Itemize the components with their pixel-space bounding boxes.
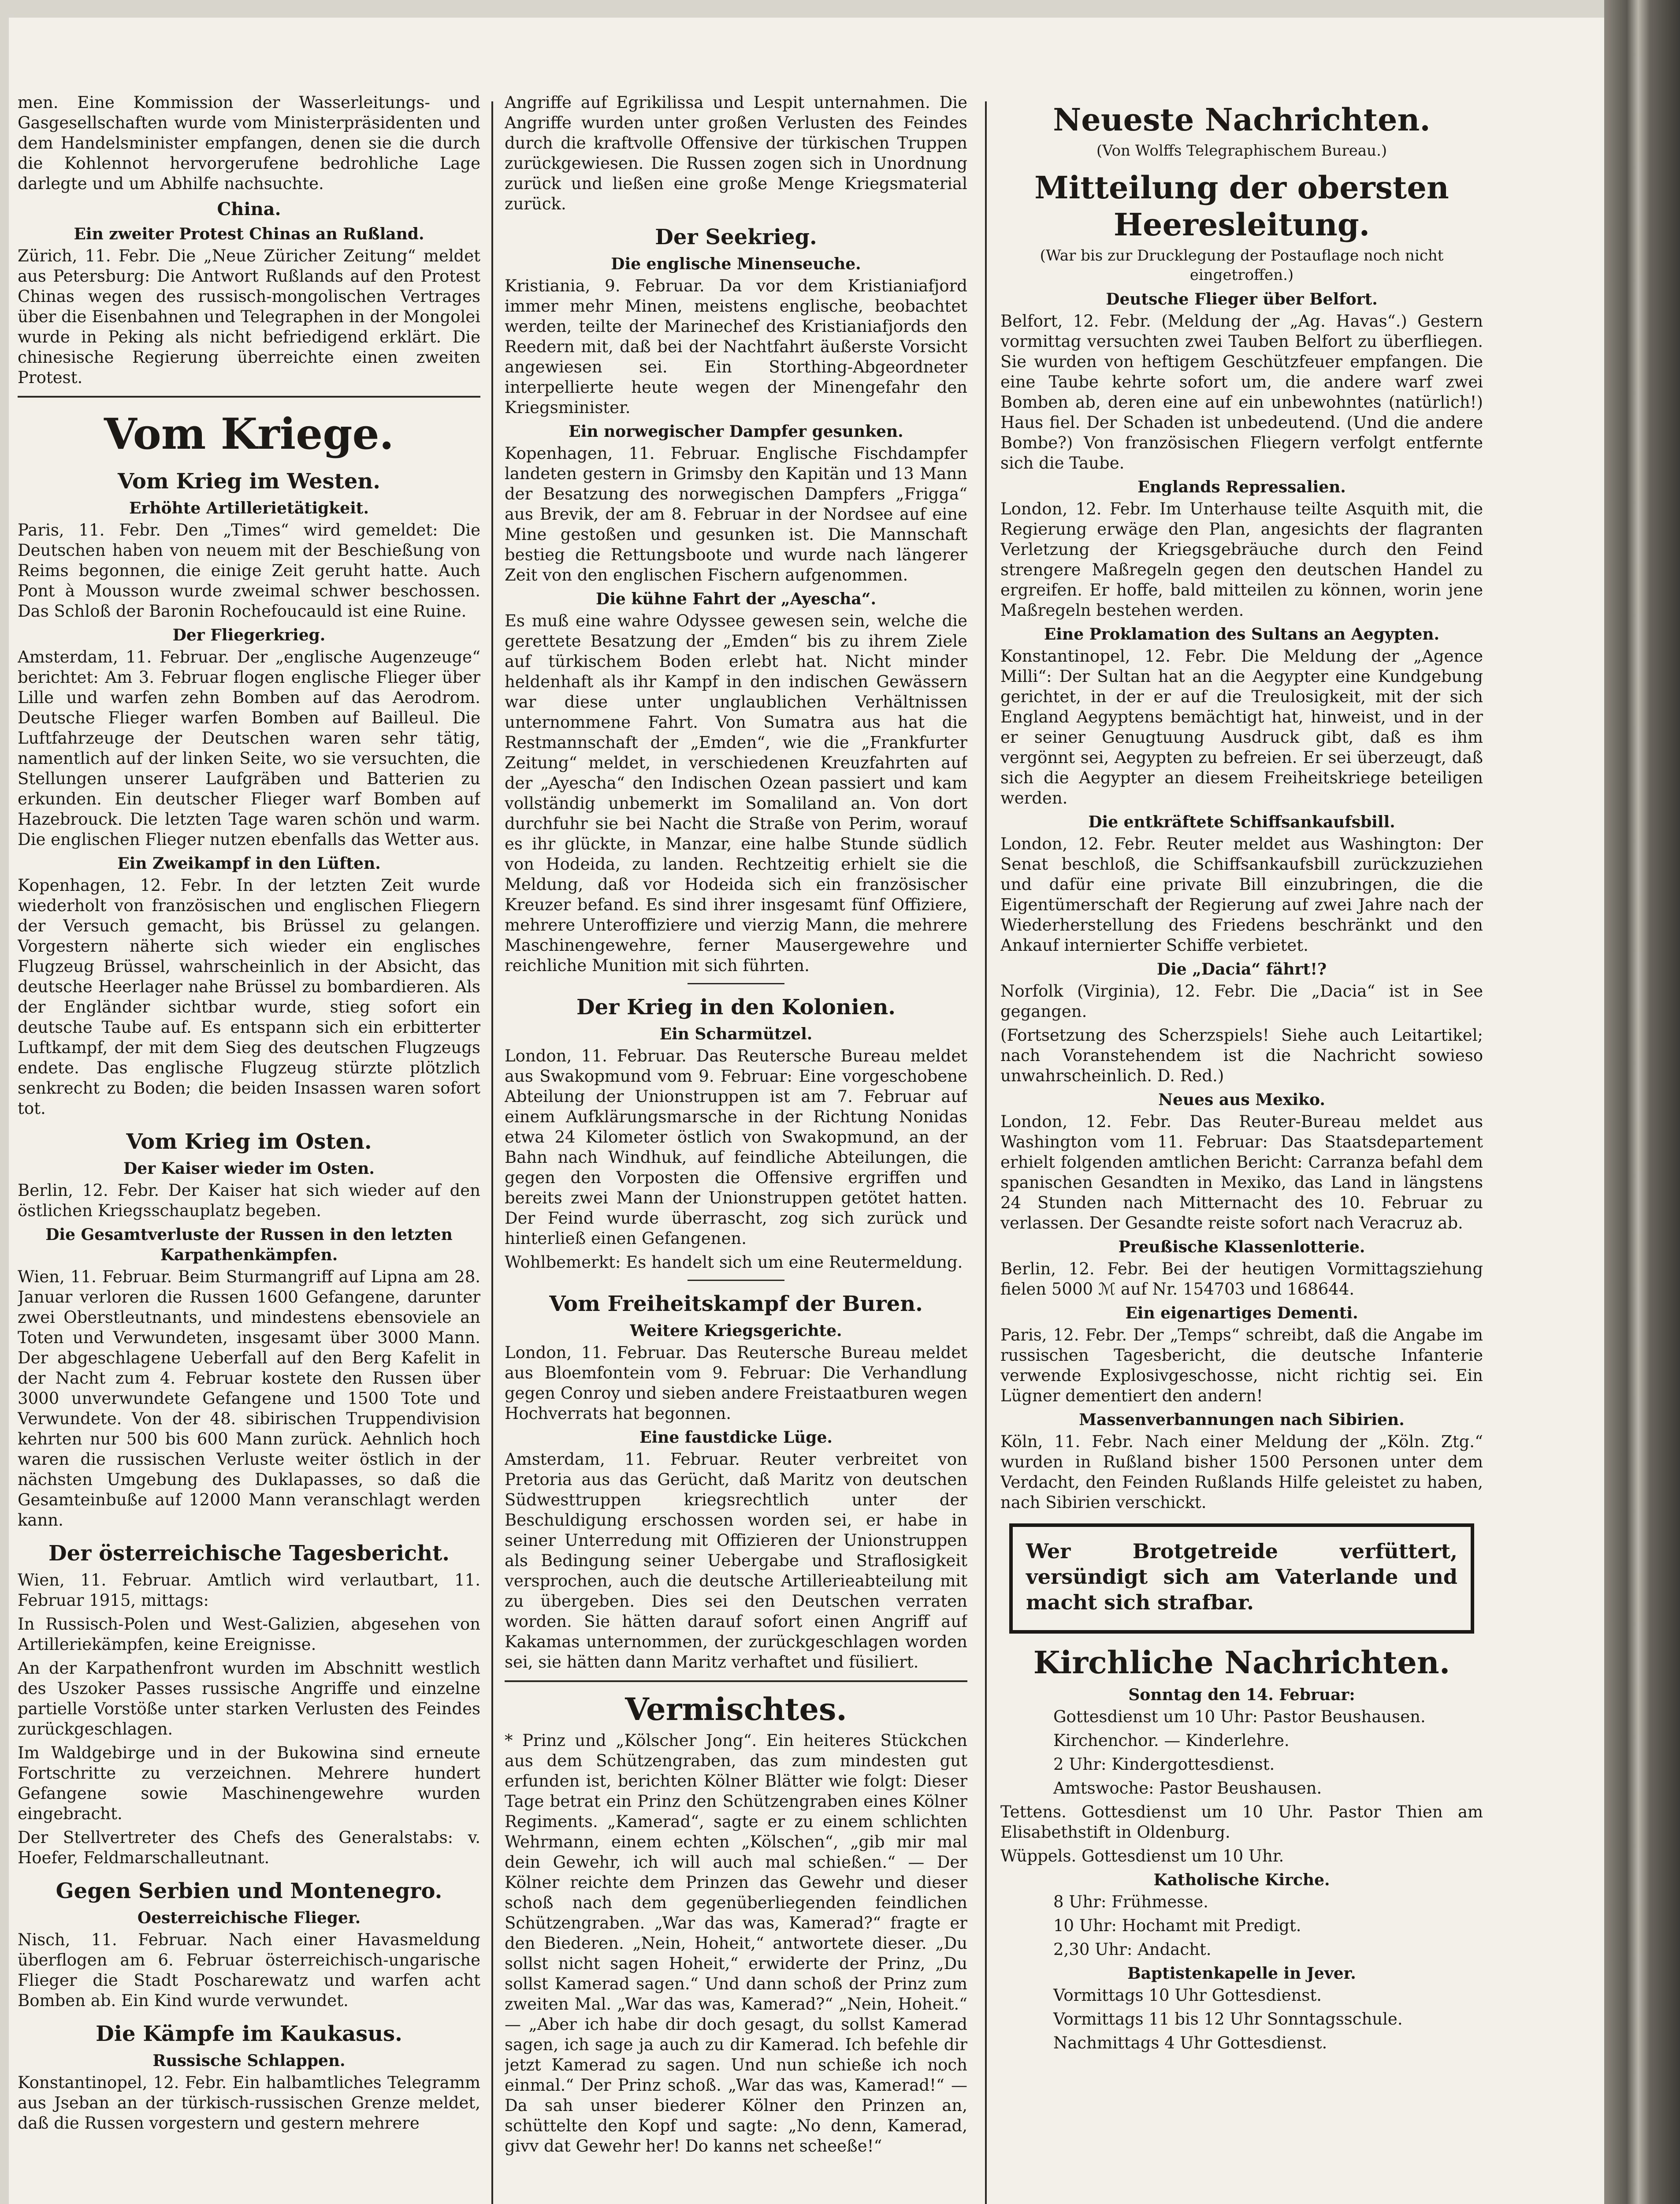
section-heading: Der Krieg in den Kolonien. — [576, 995, 896, 1020]
article-heading: Neues aus Mexiko. — [1158, 1091, 1325, 1109]
notice-text: Wer Brotgetreide verfüttert, versündigt sich am Vaterlande und macht sich strafbar. — [1026, 1539, 1457, 1614]
article-heading: Deutsche Flieger über Belfort. — [1106, 290, 1378, 309]
listing-line: Amtswoche: Pastor Beushausen. — [1053, 1779, 1322, 1798]
section-heading: Vom Krieg im Osten. — [126, 1129, 372, 1154]
article-heading: Die kühne Fahrt der „Ayescha“. — [596, 590, 876, 608]
column-left — [18, 93, 480, 2204]
column-right — [1000, 93, 1483, 2204]
listing-line: 10 Uhr: Hochamt mit Predigt. — [1053, 1916, 1301, 1935]
article-text: Im Waldgebirge und in der Bukowina sind erneute Fortschritte zu verzeichnen. Mehrere hundert Gefangene sowie Maschinengewehre wurden eingebracht. — [18, 1743, 480, 1823]
article-text: Paris, 12. Febr. Der „Temps“ schreibt, daß die Angabe im russischen Tagesbericht, die deutsche Infanterie verwende Explosivgeschosse, nicht richtig sei. Ein Lügner dementiert den andern! — [1000, 1325, 1483, 1405]
section-subtitle: (War bis zur Drucklegung der Postauflage noch nicht eingetroffen.) — [1040, 247, 1444, 284]
listing-line: Vormittags 10 Uhr Gottesdienst. — [1053, 1986, 1322, 2005]
article-heading: Die englische Minenseuche. — [611, 255, 861, 273]
article-heading: Katholische Kirche. — [1153, 1871, 1330, 1889]
article-text: Kopenhagen, 11. Februar. Englische Fischdampfer landeten gestern in Grimsby den Kapitän und 13 Mann der Besatzung des norwegischen Dampfers „Frigga“ aus Brevik, der am 8. Februar in der Nordsee auf eine Mine gestoßen und gesunken ist. Die Mannschaft bestieg die Rettungsboote und wurde nach längerer Zeit von den englischen Fischern aufgenommen. — [505, 444, 967, 585]
section-subtitle: (Von Wolffs Telegraphischem Bureau.) — [1096, 142, 1387, 160]
article-text: London, 12. Febr. Im Unterhause teilte Asquith mit, die Regierung erwäge den Plan, angesichts der flagranten Verletzung der Kriegsgebräuche durch den Feind strengere Maßregeln gegen den deutschen Handel zu ergreifen. Er hoffe, bald mitteilen zu können, worin jene Maßregeln bestehen werden. — [1000, 499, 1483, 620]
article-text: Wien, 11. Februar. Amtlich wird verlautbart, 11. Februar 1915, mittags: — [18, 1571, 480, 1610]
article-text: London, 12. Febr. Das Reuter-Bureau meldet aus Washington vom 11. Februar: Das Staatsdepartement erhielt folgenden amtlichen Bericht: Carranza befahl dem spanischen Gesandten in Mexiko, das Land in längstens 24 Stunden nach Mitternacht des 10. Februar zu verlassen. Der Gesandte reiste sofort nach Veracruz ab. — [1000, 1112, 1483, 1232]
listing-line: Nachmittags 4 Uhr Gottesdienst. — [1053, 2033, 1327, 2052]
article-heading: Die Gesamtverluste der Russen in den letzten Karpathenkämpfen. — [45, 1225, 453, 1264]
article-text: London, 12. Febr. Reuter meldet aus Washington: Der Senat beschloß, die Schiffsankaufsbill zurückzuziehen und dafür eine private Bill einzubringen, die die Eigentümerschaft der Regierung auf zwei Jahre nach der Wiederherstellung des Friedens beschränkt und den Ankauf internierter Schiffe verbietet. — [1000, 834, 1483, 955]
section-heading: Vom Freiheitskampf der Buren. — [549, 1292, 923, 1316]
article-heading: Russische Schlappen. — [152, 2051, 346, 2070]
section-title: Mitteilung der obersten Heeresleitung. — [1034, 169, 1449, 243]
listing-line: Wüppels. Gottesdienst um 10 Uhr. — [1000, 1847, 1284, 1865]
article-heading: Ein eigenartiges Dementi. — [1125, 1304, 1358, 1322]
article-text: * Prinz und „Kölscher Jong“. Ein heiteres Stückchen aus dem Schützengraben, das zum mindesten gut erfunden ist, berichten Kölner Blätter wie folgt: Dieser Tage betrat ein Prinz den Schützengraben eines Kölner Regiments. „Kamerad“, sagte er zu einem schlichten Wehrmann, einem echten „Kölschen“, „gib mir mal dein Gewehr, ich will auch mal schießen.“ — Der Kölner reichte dem Prinzen das Gewehr und dieser schoß nach dem gegenüberliegenden feindlichen Schützengraben. „War das was, Kamerad?“ fragte er den Biederen. „Nein, Hoheit,“ antwortete dieser. „Du sollst nicht sagen Hoheit,“ erwiderte der Prinz, „Du sollst Kamerad sagen.“ Und dann schoß der Prinz zum zweiten Mal. „War das was, Kamerad?“ „Nein, Hoheit.“ — „Aber ich habe dir doch gesagt, du sollst Kamerad sagen, ich sage ja auch zu dir Kamerad. Ich befehle dir jetzt Kamerad zu sagen. Und nun schieße ich noch einmal.“ Der Prinz schoß. „War das was, Kamerad!“ — Da sah unser biederer Kölner den Prinzen an, schüttelte den Kopf und sagte: „No denn, Kamerad, givv dat Gewehr her! Do kanns net scheeße!“ — [505, 1731, 967, 2156]
section-title: Neueste Nachrichten. — [1053, 101, 1431, 138]
listing-line: Tettens. Gottesdienst um 10 Uhr. Pastor Thien am Elisabethstift in Oldenburg. — [1000, 1802, 1483, 1842]
article-text: Es muß eine wahre Odyssee gewesen sein, welche die gerettete Besatzung der „Emden“ bis zu ihrem Ziele auf türkischem Boden erlebt hat. Nicht minder heldenhaft als ihr Kampf in den indischen Gewässern war diese unter unglaublichen Verhältnissen unternommene Fahrt. Von Sumatra aus hat die Restmannschaft der „Emden“, wie die „Frankfurter Zeitung“ meldet, in verschiedenen Kreuzfahrten auf der „Ayescha“ den Indischen Ozean passiert und kam vollständig unbemerkt im Somaliland an. Von dort durchfuhr sie bei Nacht die Straße von Perim, worauf es ihr glückte, in Manzar, eine halbe Stunde südlich von Hodeida, zu landen. Rechtzeitig erhielt sie die Meldung, daß vor Hodeida sich ein französischer Kreuzer befand. Es sind ihrer insgesamt fünf Offiziere, mehrere Unteroffiziere und vierzig Mann, die mehrere Maschinengewehre, ferner Mausergewehre und reichliche Munition mit sich führten. — [505, 611, 967, 975]
newspaper-page — [9, 18, 1604, 2204]
listing-line: Kirchenchor. — Kinderlehre. — [1053, 1731, 1290, 1750]
column-divider — [491, 101, 493, 2204]
article-heading: Sonntag den 14. Februar: — [1128, 1686, 1355, 1704]
article-heading: Eine faustdicke Lüge. — [639, 1428, 833, 1447]
listing-line: 2 Uhr: Kindergottesdienst. — [1053, 1755, 1275, 1774]
section-heading: Gegen Serbien und Montenegro. — [56, 1879, 442, 1903]
article-text: men. Eine Kommission der Wasserleitungs- und Gasgesellschaften wurde vom Ministerpräsidenten und dem Handelsminister empfangen, denen sie die durch die Kohlennot hervorgerufene bedrohliche Lage darlegte und um Abhilfe nachsuchte. — [18, 93, 480, 193]
listing-line: 2,30 Uhr: Andacht. — [1053, 1940, 1212, 1959]
article-heading: Preußische Klassenlotterie. — [1118, 1238, 1365, 1256]
article-text: Wohlbemerkt: Es handelt sich um eine Reutermeldung. — [505, 1253, 963, 1272]
article-text: Wien, 11. Februar. Beim Sturmangriff auf Lipna am 28. Januar verloren die Russen 1600 Gefangene, darunter zwei Oberstleutnants, und mindestens ebensoviele an Toten und Verwundeten, insgesamt über 3000 Mann. Der abgeschlagene Ueberfall auf den Berg Kafelit in der Nacht zum 4. Februar kostete den Russen über 3000 unverwundete Gefangene und 1500 Tote und Verwundete. Von der 48. sibirischen Truppendivision kehrten nur 500 bis 600 Mann zurück. Aehnlich hoch waren die russischen Verluste weiter östlich in der nächsten Umgebung des Duklapasses, so daß die Gesamteinbuße auf 12000 Mann veranschlagt werden kann. — [18, 1267, 480, 1530]
divider — [505, 1680, 967, 1682]
boxed-notice — [1009, 1523, 1474, 1634]
article-heading: Die entkräftete Schiffsankaufsbill. — [1088, 813, 1395, 831]
article-text: Nisch, 11. Februar. Nach einer Havasmeldung überflogen am 6. Februar österreichisch-ungarische Flieger die Stadt Poscharewatz und warfen acht Bomben ab. Ein Kind wurde verwundet. — [18, 1930, 480, 2010]
section-title: Kirchliche Nachrichten. — [1033, 1644, 1450, 1681]
article-text: Paris, 11. Febr. Den „Times“ wird gemeldet: Die Deutschen haben von neuem mit der Beschießung von Reims begonnen, die einige Zeit geruht hatte. Auch Pont à Mousson wurde zweimal schwer beschossen. Das Schloß der Baronin Rochefoucauld ist eine Ruine. — [18, 521, 480, 621]
column-middle — [505, 93, 967, 2204]
article-text: Amsterdam, 11. Februar. Reuter verbreitet von Pretoria aus das Gerücht, daß Maritz von deutschen Südwesttruppen kriegsrechtlich unter der Beschuldigung erschossen worden sei, er habe in seiner Unterredung mit Offizieren der Unionstruppen als Bedingung seiner Uebergabe und Straflosigkeit versprochen, auch die deutsche Artillerieabteilung mit zu übergeben. Dies sei den Deutschen verraten worden. Sie hätten darauf sofort einen Angriff auf Kakamas unternommen, der zurückgeschlagen worden sei, sie hätten dann Maritz verhaftet und füsiliert. — [505, 1450, 967, 1672]
article-heading: Eine Proklamation des Sultans an Aegypten. — [1044, 625, 1440, 644]
short-divider — [688, 1280, 784, 1281]
article-text: Der Stellvertreter des Chefs des Generalstabs: v. Hoefer, Feldmarschalleutnant. — [18, 1828, 480, 1867]
article-text: London, 11. Februar. Das Reutersche Bureau meldet aus Swakopmund vom 9. Februar: Eine vorgeschobene Abteilung der Unionstruppen ist am 7. Februar auf einem Aufklärungsmarsche in der Richtung Nonidas etwa 24 Kilometer östlich von Swakopmund, an der Bahn nach Windhuk, auf feindliche Abteilungen, die gegen den Vorposten die Offensive ergriffen und bereits zwei Mann der Unionstruppen getötet hatten. Der Feind wurde überrascht, zog sich zurück und hinterließ einen Gefangenen. — [505, 1046, 967, 1248]
divider — [18, 396, 480, 398]
article-text: Amsterdam, 11. Februar. Der „englische Augenzeuge“ berichtet: Am 3. Februar flogen englische Flieger über Lille und warfen zehn Bomben auf das Aerodrom. Deutsche Flieger warfen Bomben auf Bailleul. Die Luftfahrzeuge der Deutschen waren sehr tätig, namentlich auf der linken Seite, wo sie versuchten, die Stellungen unserer Laufgräben und Batterien zu erkunden. Ein deutscher Flieger warf Bomben auf Hazebrouck. Die letzten Tage waren schön und warm. Die englischen Flieger nutzen ebenfalls das Wetter aus. — [18, 648, 480, 849]
article-heading: Ein norwegischer Dampfer gesunken. — [569, 422, 903, 441]
article-heading: Weitere Kriegsgerichte. — [630, 1322, 842, 1340]
article-text: An der Karpathenfront wurden im Abschnitt westlich des Uszoker Passes russische Angriffe und einzelne partielle Vorstöße unter starken Verlusten des Feindes zurückgeschlagen. — [18, 1659, 480, 1739]
article-text: Zürich, 11. Febr. Die „Neue Züricher Zeitung“ meldet aus Petersburg: Die Antwort Rußlands auf den Protest Chinas wegen des russisch-mongolischen Vertrages über die Eisenbahnen und Telegraphen in der Mongolei wurde in Peking als nicht befriedigend erklärt. Die chinesische Regierung überreichte einen zweiten Protest. — [18, 246, 480, 387]
article-heading: Der Kaiser wieder im Osten. — [123, 1159, 375, 1178]
article-text: Köln, 11. Febr. Nach einer Meldung der „Köln. Ztg.“ wurden in Rußland bisher 1500 Personen unter dem Verdacht, den Feinden Rußlands Hilfe geleistet zu haben, nach Sibirien verschickt. — [1000, 1432, 1483, 1512]
article-heading: Ein Scharmützel. — [659, 1025, 813, 1043]
section-heading: Vom Krieg im Westen. — [117, 469, 380, 494]
article-heading: Baptistenkapelle in Jever. — [1127, 1964, 1356, 1983]
article-text: In Russisch-Polen und West-Galizien, abgesehen von Artilleriekämpfen, keine Ereignisse. — [18, 1615, 480, 1654]
article-heading: Die „Dacia“ fährt!? — [1156, 960, 1327, 979]
article-text: (Fortsetzung des Scherzspiels! Siehe auch Leitartikel; nach Voranstehendem ist die Nachricht sowieso unwahrscheinlich. D. Red.) — [1000, 1026, 1483, 1085]
article-heading: Der Fliegerkrieg. — [172, 626, 326, 644]
short-divider — [688, 983, 784, 984]
section-title: Vom Kriege. — [104, 409, 394, 459]
article-text: Norfolk (Virginia), 12. Febr. Die „Dacia“ ist in See gegangen. — [1000, 982, 1483, 1021]
article-heading: Englands Repressalien. — [1137, 478, 1346, 496]
article-text: Berlin, 12. Febr. Bei der heutigen Vormittagsziehung fielen 5000 ℳ auf Nr. 154703 und 168644. — [1000, 1259, 1483, 1299]
article-text: Konstantinopel, 12. Febr. Ein halbamtliches Telegramm aus Jseban an der türkisch-russischen Grenze meldet, daß die Russen vorgestern und gestern mehrere — [18, 2073, 480, 2133]
section-heading: Der österreichische Tagesbericht. — [48, 1541, 450, 1566]
book-binding-edge — [1604, 0, 1680, 2204]
article-heading: Ein Zweikampf in den Lüften. — [117, 854, 381, 873]
listing-line: Gottesdienst um 10 Uhr: Pastor Beushausen. — [1053, 1707, 1426, 1726]
article-heading: Erhöhte Artillerietätigkeit. — [129, 499, 369, 517]
article-heading: Oesterreichische Flieger. — [137, 1909, 361, 1927]
article-text: Angriffe auf Egrikilissa und Lespit unternahmen. Die Angriffe wurden unter großen Verlusten des Feindes durch die kraftvolle Offensive der türkischen Truppen zurückgewiesen. Die Russen zogen sich in Unordnung zurück und ließen eine große Menge Kriegsmaterial zurück. — [505, 93, 967, 213]
article-text: Kopenhagen, 12. Febr. In der letzten Zeit wurde wiederholt von französischen und englischen Fliegern der Versuch gemacht, bis Brüssel zu gelangen. Vorgestern näherte sich wieder ein englisches Flugzeug Brüssel, wahrscheinlich in der Absicht, das deutsche Heerlager nahe Brüssel zu bombardieren. Als der Engländer sichtbar wurde, stieg sofort ein deutsche Taube auf. Es entspann sich ein erbitterter Luftkampf, der mit dem Sieg des deutschen Flugzeugs endete. Das englische Flugzeug stürzte plötzlich senkrecht zu Boden; die beiden Insassen waren sofort tot. — [18, 876, 480, 1118]
article-text: Kristiania, 9. Februar. Da vor dem Kristianiafjord immer mehr Minen, meistens englische, beobachtet werden, teilte der Marinechef des Kristianiafjords den Reedern mit, daß bei der Nachtfahrt äußerste Vorsicht angewiesen sei. Ein Storthing-Abgeordneter interpellierte heute wegen der Minengefahr den Kriegsminister. — [505, 276, 967, 417]
article-text: Belfort, 12. Febr. (Meldung der „Ag. Havas“.) Gestern vormittag versuchten zwei Tauben Belfort zu überfliegen. Sie wurden von heftigem Geschützfeuer empfangen. Die eine Taube kehrte sofort um, die andere warf zwei Bomben ab, deren eine auf ein unbewohntes (natürlich!) Haus fiel. Der Schaden ist unbedeutend. (Und die andere Bombe?) Von französischen Fliegern verfolgt entfernte sich die Taube. — [1000, 312, 1483, 473]
article-heading: Massenverbannungen nach Sibirien. — [1079, 1411, 1405, 1429]
listing-line: 8 Uhr: Frühmesse. — [1053, 1892, 1208, 1911]
listing-line: Vormittags 11 bis 12 Uhr Sonntagsschule. — [1053, 2010, 1403, 2029]
section-heading: China. — [217, 199, 281, 220]
article-text: Konstantinopel, 12. Febr. Die Meldung der „Agence Milli“: Der Sultan hat an die Aegypter eine Kundgebung gerichtet, in der er auf die Treulosigkeit, mit der sich England Aegyptens bemächtigt hat, hinweist, und in der er seiner Genugtuung Ausdruck gibt, daß es ihm vergönnt sei, Aegypten zu befreien. Er sei überzeugt, daß sich die Aegypter an diesem Freiheitskriege beteiligen werden. — [1000, 647, 1483, 808]
article-heading: Ein zweiter Protest Chinas an Rußland. — [74, 225, 424, 243]
article-text: Berlin, 12. Febr. Der Kaiser hat sich wieder auf den östlichen Kriegsschauplatz begeben. — [18, 1181, 480, 1220]
column-divider — [985, 101, 987, 2204]
section-heading: Der Seekrieg. — [655, 225, 817, 249]
section-title: Vermischtes. — [625, 1691, 847, 1727]
section-heading: Die Kämpfe im Kaukasus. — [96, 2022, 402, 2046]
article-text: London, 11. Februar. Das Reutersche Bureau meldet aus Bloemfontein vom 9. Februar: Die Verhandlung gegen Conroy und sieben andere Freistaatburen wegen Hochverrats hat begonnen. — [505, 1343, 967, 1423]
